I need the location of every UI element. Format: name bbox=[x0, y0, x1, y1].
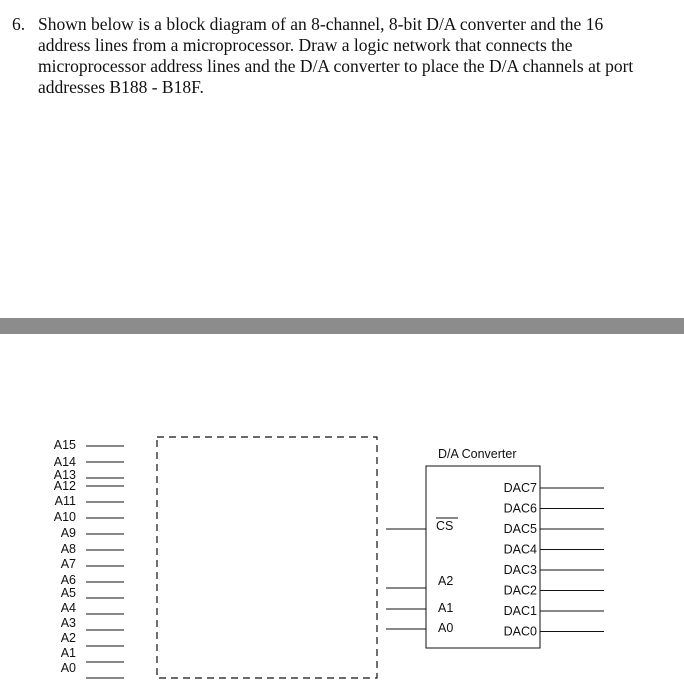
address-label-a3: A3 bbox=[60, 616, 76, 630]
address-label-a2: A2 bbox=[60, 631, 76, 645]
address-label-a4: A4 bbox=[60, 601, 76, 615]
dac-label-dac4: DAC4 bbox=[503, 542, 537, 557]
address-label-a5: A5 bbox=[60, 586, 76, 600]
address-label-a14: A14 bbox=[53, 455, 76, 469]
logic-network-area bbox=[157, 437, 377, 678]
dac-label-dac1: DAC1 bbox=[503, 604, 537, 618]
question-number: 6. bbox=[12, 14, 26, 34]
dac-label-dac5: DAC5 bbox=[503, 522, 537, 536]
address-label-a11: A11 bbox=[54, 494, 76, 508]
address-label-a0: A0 bbox=[60, 661, 76, 675]
address-label-a9: A9 bbox=[60, 526, 76, 540]
address-label-a7: A7 bbox=[60, 557, 76, 571]
dac-label-dac0: DAC0 bbox=[503, 624, 537, 639]
dac-label-dac2: DAC2 bbox=[503, 583, 537, 598]
cs-input-label: CS bbox=[436, 519, 454, 533]
dac-label-dac7: DAC7 bbox=[503, 481, 537, 495]
dac-outputs bbox=[504, 481, 604, 639]
address-label-a8: A8 bbox=[60, 542, 76, 556]
address-label-a15: A15 bbox=[53, 438, 76, 452]
question-text: Shown below is a block diagram of an 8-channel, 8-bit D/A converter and the 16 address lines from a microprocessor. Draw a logic network that connects the microprocessor address lines and the D/A converter to place the D/A channels at port addresses B188 - B18F. bbox=[38, 14, 634, 97]
dac-label-dac6: DAC6 bbox=[503, 501, 537, 516]
address-label-a10: A10 bbox=[53, 510, 76, 524]
address-label-a12: A12 bbox=[53, 479, 76, 493]
address-label-a13: A13 bbox=[53, 468, 76, 482]
address-label-a1: A1 bbox=[60, 646, 76, 660]
a0-input-label: A0 bbox=[438, 621, 454, 635]
address-label-a6: A6 bbox=[60, 573, 76, 587]
dac-label-dac3: DAC3 bbox=[503, 563, 537, 577]
address-lines bbox=[54, 438, 124, 678]
converter-title: D/A Converter bbox=[438, 447, 517, 461]
a2-input-label: A2 bbox=[438, 574, 454, 588]
a1-input-label: A1 bbox=[438, 601, 454, 615]
